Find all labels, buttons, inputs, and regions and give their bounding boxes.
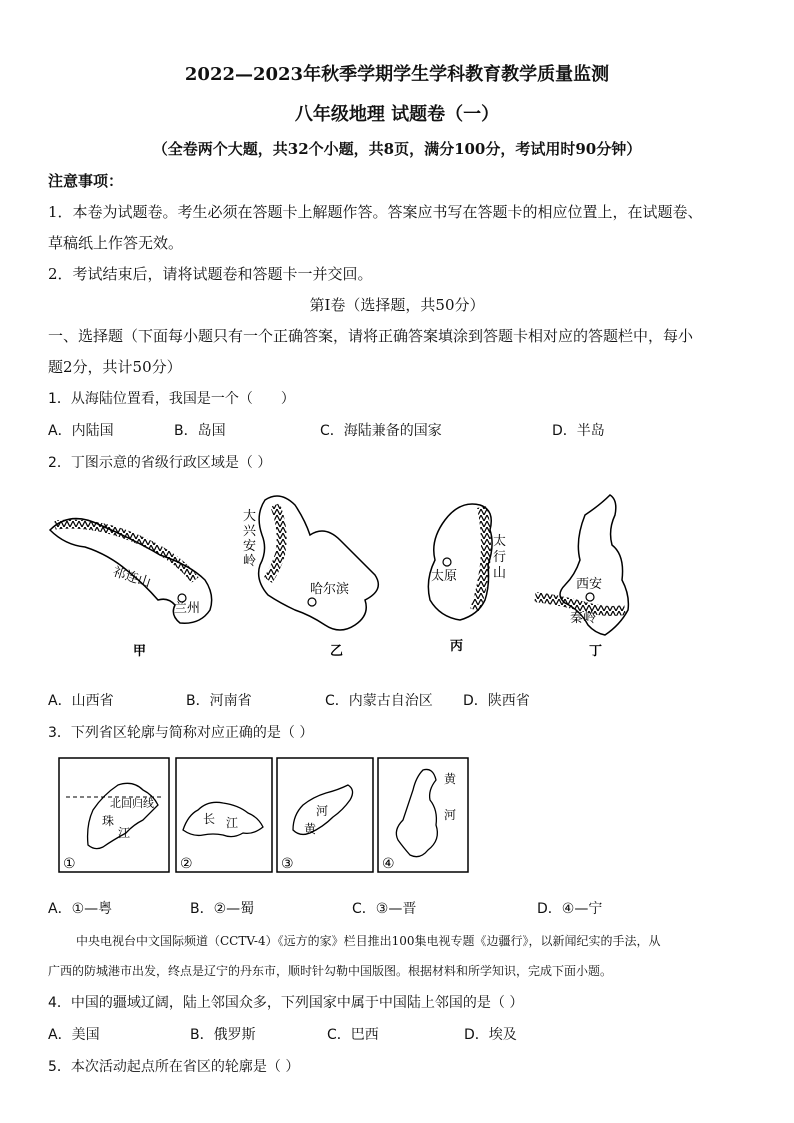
- q4-option-b[interactable]: B．俄罗斯: [190, 1027, 256, 1043]
- notice-item-2: 2．考试结束后，请将试题卷和答题卡一并交回。: [48, 265, 373, 283]
- bing-caption: 丙: [450, 639, 464, 654]
- notice-item-1-cont: 草稿纸上作答无效。: [48, 234, 184, 252]
- q3-option-a[interactable]: A．①—粤: [48, 901, 113, 917]
- ding-mountain-label: 秦岭: [570, 611, 597, 626]
- question-4-stem: 4．中国的疆域辽阔，陆上邻国众多，下列国家中属于中国陆上邻国的是（ ）: [48, 995, 524, 1011]
- ding-city-label: 西安: [576, 577, 603, 592]
- bing-city-dot: [443, 558, 451, 566]
- map-jia: [50, 519, 212, 659]
- m1-number: ①: [63, 856, 76, 872]
- m3-number: ③: [281, 856, 294, 872]
- q1-option-b[interactable]: B．岛国: [174, 423, 226, 439]
- bing-mountain-label-3: 山: [493, 566, 507, 581]
- notice-item-1: 1．本卷为试题卷。考生必须在答题卡上解题作答。答案应书写在答题卡的相应位置上，在试题卷、: [48, 203, 703, 221]
- map-ding: [535, 495, 628, 659]
- q4-option-a[interactable]: A．美国: [48, 1027, 100, 1043]
- yi-city-label: 哈尔滨: [310, 582, 350, 597]
- m2-number: ②: [180, 856, 193, 872]
- notice-heading: 注意事项：: [48, 172, 124, 190]
- ding-caption: 丁: [589, 644, 603, 659]
- m2-river-a: 长: [203, 812, 216, 826]
- bing-city-label: 太原: [431, 569, 458, 584]
- q3-province-maps: [58, 755, 470, 875]
- passage-line-1: 中央电视台中文国际频道（CCTV-4）《远方的家》栏目推出100集电视专题《边疆行》，以新闻纪实的手法，从: [76, 934, 661, 948]
- question-1-stem: 1．从海陆位置看，我国是一个（ ）: [48, 391, 295, 407]
- yi-mountain-label-3: 安: [243, 539, 257, 554]
- bing-mountain-label-1: 太: [493, 534, 507, 549]
- q2-province-maps: [40, 485, 660, 660]
- map-box-2: [176, 758, 272, 872]
- question-5-stem: 5．本次活动起点所在省区的轮廓是（ ）: [48, 1059, 300, 1075]
- exam-title: 2022—2023年秋季学期学生学科教育教学质量监测: [184, 64, 610, 85]
- section-title: 第Ⅰ卷（选择题，共50分）: [309, 296, 485, 314]
- map-box-3: [277, 758, 373, 872]
- m4-number: ④: [382, 856, 395, 872]
- jia-city-label: 兰州: [174, 601, 201, 616]
- jia-mountain-label: 祁连山: [110, 564, 153, 591]
- map-box-4: [378, 758, 468, 872]
- jia-caption: 甲: [133, 644, 147, 659]
- q4-option-d[interactable]: D．埃及: [464, 1027, 517, 1043]
- m4-river-a: 黄: [444, 772, 457, 786]
- map-bing: [428, 504, 506, 654]
- q3-option-c[interactable]: C．③—晋: [352, 901, 417, 917]
- question-3-stem: 3．下列省区轮廓与简称对应正确的是（ ）: [48, 725, 314, 741]
- m3-river-b: 黄: [304, 822, 317, 836]
- exam-subtitle: 八年级地理 试题卷（一）: [294, 104, 500, 125]
- passage-line-2: 广西的防城港市出发，终点是辽宁的丹东市，顺时针勾勒中国版图。根据材料和所学知识，完成下面小题。: [48, 964, 613, 978]
- q1-option-a[interactable]: A．内陆国: [48, 423, 114, 439]
- map-box-1: [59, 758, 169, 872]
- q3-option-d[interactable]: D．④—宁: [537, 901, 603, 917]
- q2-option-d[interactable]: D．陕西省: [463, 693, 530, 709]
- q1-option-d[interactable]: D．半岛: [552, 423, 605, 439]
- m1-river-a: 珠: [102, 814, 115, 828]
- yi-city-dot: [308, 598, 316, 606]
- q2-option-b[interactable]: B．河南省: [186, 693, 252, 709]
- q4-option-c[interactable]: C．巴西: [327, 1027, 379, 1043]
- m2-river-b: 江: [226, 816, 239, 830]
- ding-city-dot: [586, 593, 594, 601]
- yi-mountain-label-2: 兴: [243, 524, 257, 539]
- bing-mountain-label-2: 行: [493, 550, 507, 565]
- m1-tropic-label: 北回归线: [110, 797, 154, 810]
- section-instructions-cont: 题2分，共计50分）: [48, 358, 182, 376]
- section-instructions: 一、选择题（下面每小题只有一个正确答案，请将正确答案填涂到答题卡相对应的答题栏中，每小: [48, 327, 694, 345]
- exam-info: （全卷两个大题，共32个小题，共8页，满分100分，考试用时90分钟）: [152, 140, 642, 158]
- yi-mountain-label-1: 大: [243, 509, 257, 524]
- q2-option-c[interactable]: C．内蒙古自治区: [325, 693, 433, 709]
- m1-river-b: 江: [118, 826, 131, 840]
- q2-option-a[interactable]: A．山西省: [48, 693, 114, 709]
- m4-river-b: 河: [444, 808, 457, 822]
- q1-option-c[interactable]: C．海陆兼备的国家: [320, 423, 442, 439]
- yi-caption: 乙: [330, 644, 344, 659]
- yi-mountain-label-4: 岭: [243, 554, 257, 569]
- m3-river-a: 河: [316, 804, 329, 818]
- question-2-stem: 2．丁图示意的省级行政区域是（ ）: [48, 455, 272, 471]
- map-yi: [243, 496, 378, 659]
- q3-option-b[interactable]: B．②—蜀: [190, 901, 255, 917]
